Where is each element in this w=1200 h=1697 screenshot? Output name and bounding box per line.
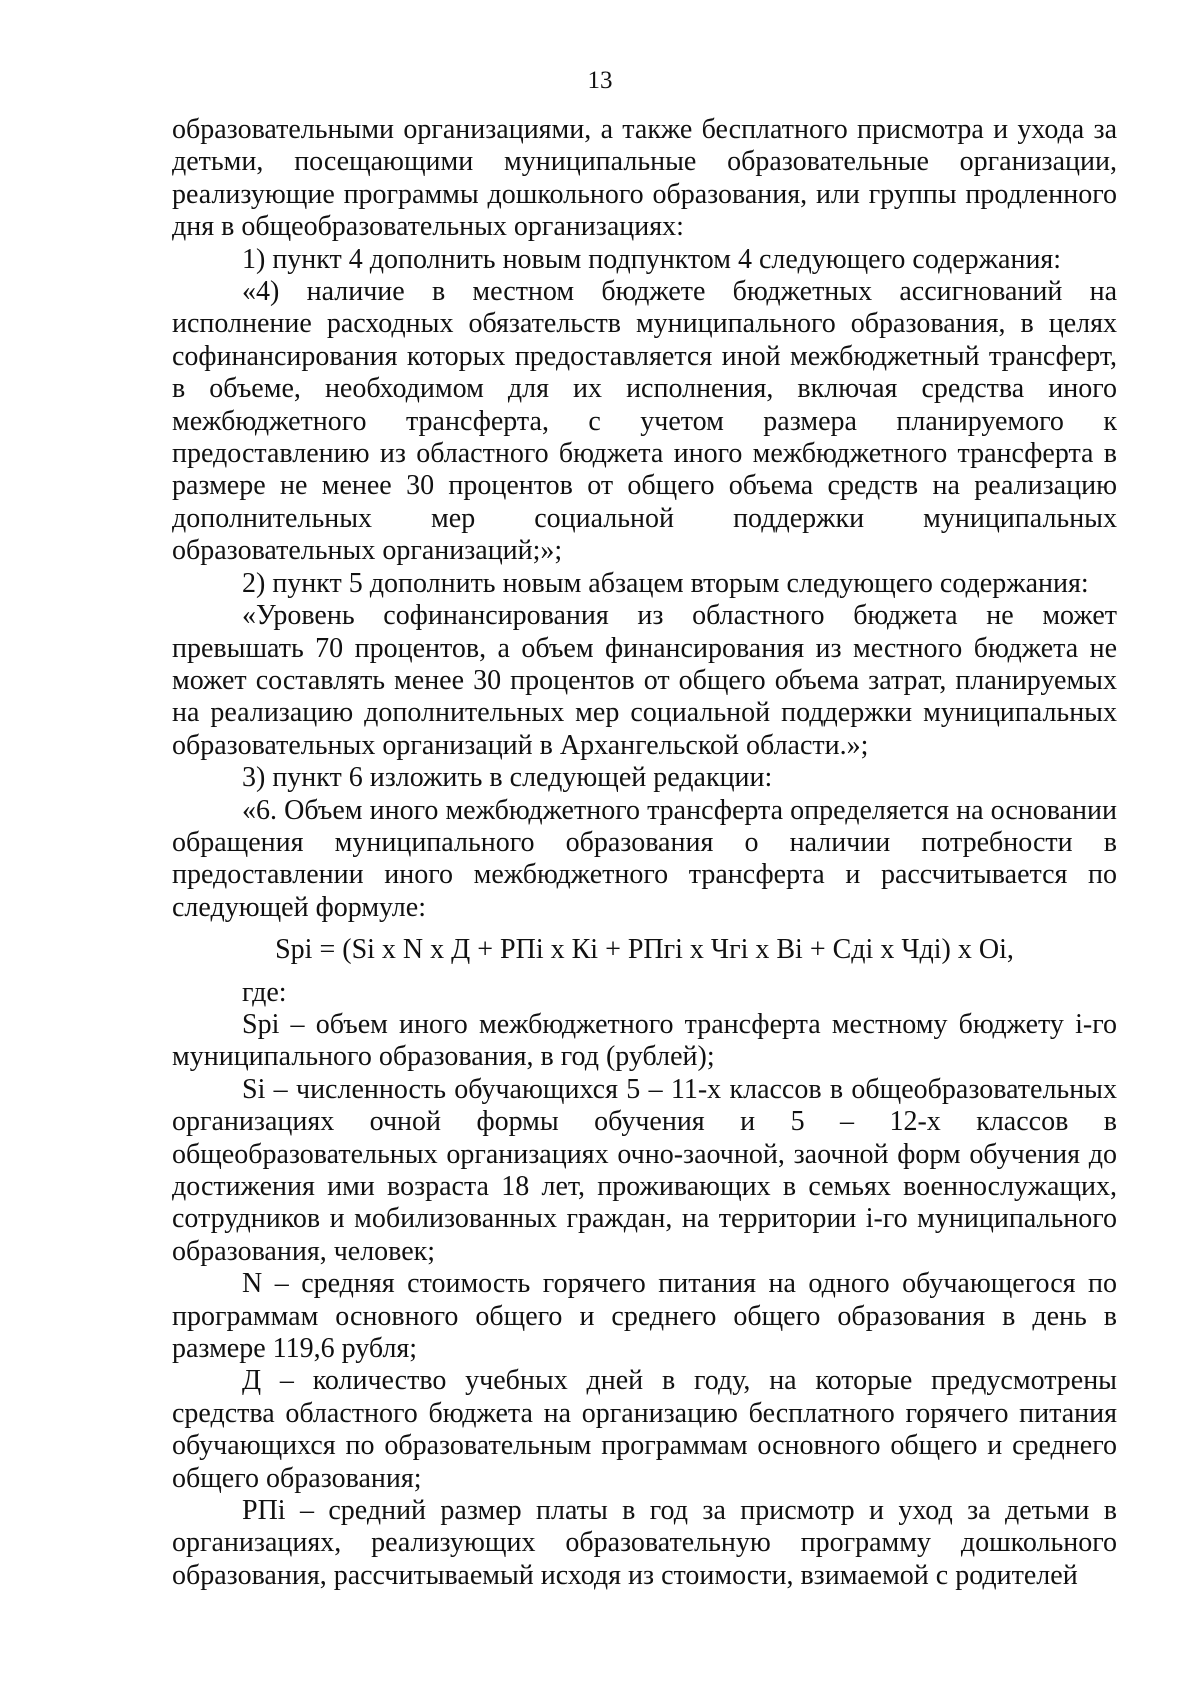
paragraph-quote-cofinancing: «Уровень софинансирования из областного бюджета не может превышать 70 процентов, а объем финансирования из местного бюджета не может составлять менее 30 процентов от общего объема затрат, планируемых на реализацию дополнительных мер социальной поддержки муниципальных образовательных организаций в Архангельской области.»; [172, 600, 1117, 761]
definition-n: N – средняя стоимость горячего питания на одного обучающегося по программам основного общего и среднего общего образования в день в размере 119,6 рубля; [172, 1268, 1117, 1365]
paragraph-where: где: [242, 976, 287, 1008]
paragraph-quote-subpoint-4: «4) наличие в местном бюджете бюджетных ассигнований на исполнение расходных обязательств муниципального образования, в целях софинансирования которых предоставляется иной межбюджетный трансферт, в объеме, необходимом для их исполнения, включая средства иного межбюджетного трансферта, с учетом размера планируемого к предоставлению из областного бюджета иного межбюджетного трансферта в размере не менее 30 процентов от общего объема средств на реализацию дополнительных мер социальной поддержки муниципальных образовательных организаций;»; [172, 276, 1117, 567]
definition-si: Si – численность обучающихся 5 – 11-х классов в общеобразовательных организациях очной формы обучения и 5 – 12-х классов в общеобразовательных организациях очно-заочной, заочной форм обучения до достижения ими возраста 18 лет, проживающих в семьях военнослужащих, сотрудников и мобилизованных граждан, на территории i-го муниципального образования, человек; [172, 1073, 1117, 1267]
definition-spi: Spi – объем иного межбюджетного трансферта местному бюджету i-го муниципального образования, в год (рублей); [172, 1008, 1117, 1073]
formula: Spi = (Si x N x Д + РПi x Кi + РПгi x Чгi x Вi + Сдi x Чдi) x Оi, [275, 934, 1014, 966]
paragraph-quote-point-6: «6. Объем иного межбюджетного трансферта определяется на основании обращения муниципального образования о наличии потребности в предоставлении иного межбюджетного трансферта и рассчитывается по следующей формуле: [172, 794, 1117, 923]
paragraph-item-2: 2) пункт 5 дополнить новым абзацем вторым следующего содержания: [242, 567, 1089, 599]
page-number: 13 [587, 67, 613, 94]
definition-rpi: РПi – средний размер платы в год за присмотр и уход за детьми в организациях, реализующих образовательную программу дошкольного образования, рассчитываемый исходя из стоимости, взимаемой с родителей [172, 1495, 1117, 1591]
document-body [172, 114, 1117, 1592]
paragraph-item-3: 3) пункт 6 изложить в следующей редакции: [242, 762, 773, 794]
definition-d: Д – количество учебных дней в году, на которые предусмотрены средства областного бюджета на организацию бесплатного горячего питания обучающихся по образовательным программам основного общего и среднего общего образования; [172, 1365, 1117, 1494]
paragraph-continuation: образовательными организациями, а также бесплатного присмотра и ухода за детьми, посещающими муниципальные образовательные организации, реализующие программы дошкольного образования, или группы продленного дня в общеобразовательных организациях: [172, 114, 1117, 243]
paragraph-item-1: 1) пункт 4 дополнить новым подпунктом 4 следующего содержания: [242, 243, 1062, 275]
